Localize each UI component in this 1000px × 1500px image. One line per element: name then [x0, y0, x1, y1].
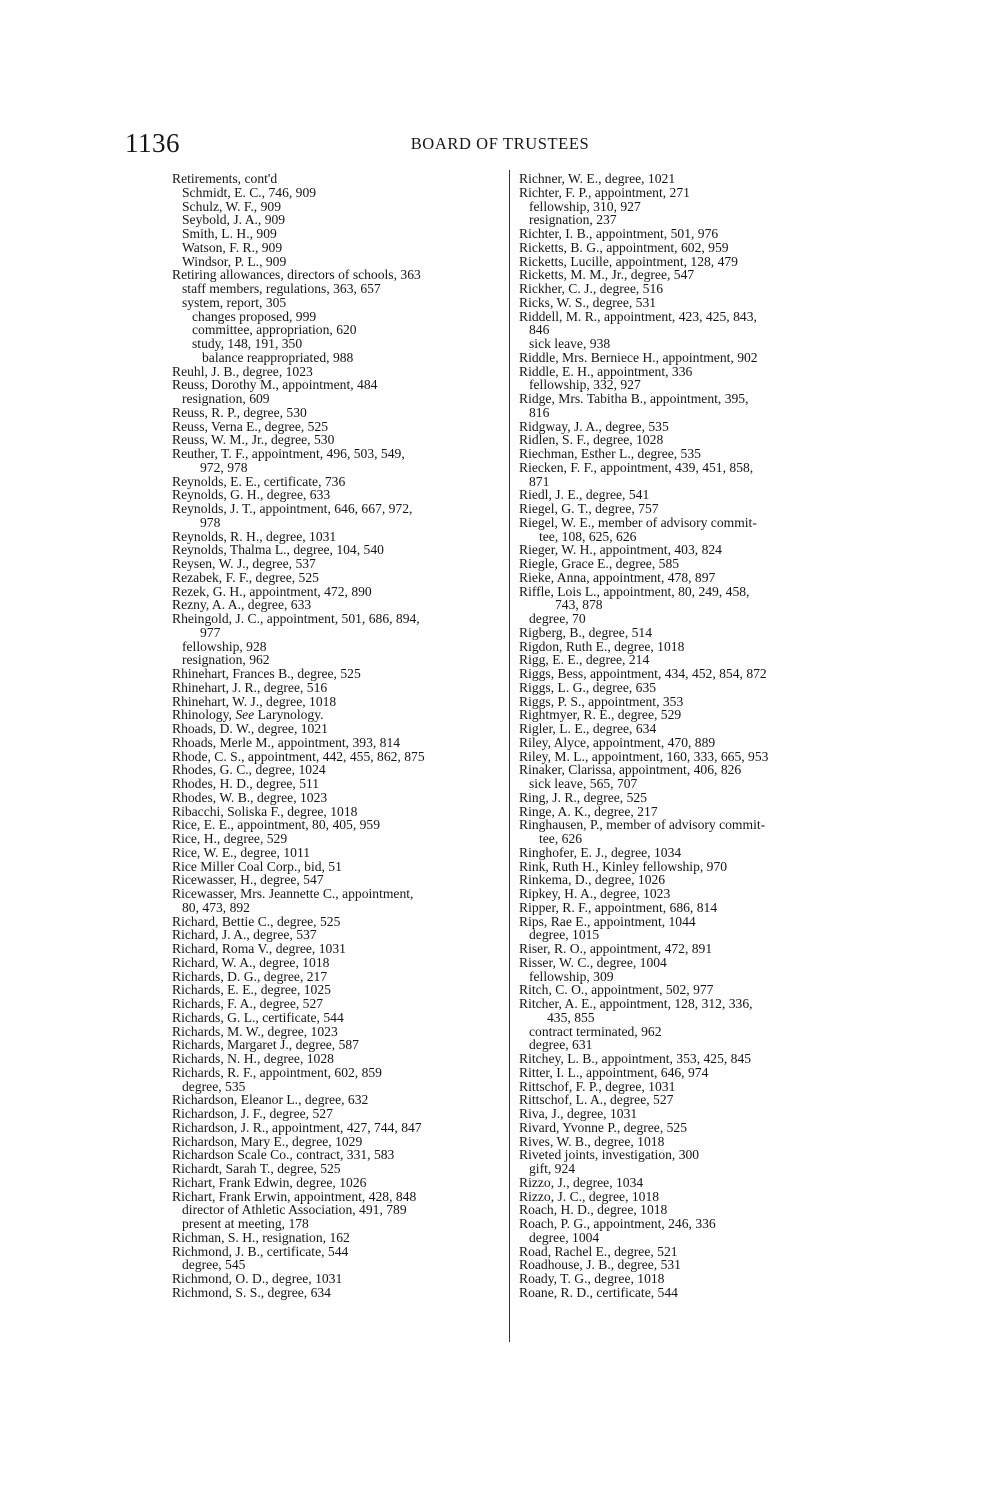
index-entry: study, 148, 191, 350 — [192, 336, 303, 351]
index-entry: 846 — [529, 322, 550, 338]
index-entry: Richards, Margaret J., degree, 587 — [172, 1037, 359, 1053]
index-entry: Richmond, S. S., degree, 634 — [172, 1284, 331, 1300]
index-entry: Rezek, G. H., appointment, 472, 890 — [172, 583, 372, 599]
index-entry: Rhodes, G. C., degree, 1024 — [172, 762, 326, 778]
index-entry: Reysen, W. J., degree, 537 — [172, 556, 316, 571]
index-entry: Richard, Bettie C., degree, 525 — [172, 913, 341, 929]
index-entry: committee, appropriation, 620 — [192, 322, 357, 338]
index-entry: Rizzo, J. C., degree, 1018 — [519, 1188, 660, 1204]
index-entry: staff members, regulations, 363, 657 — [182, 281, 381, 296]
index-entry: tee, 626 — [539, 831, 583, 846]
index-entry: degree, 545 — [182, 1257, 246, 1273]
index-entry: present at meeting, 178 — [182, 1216, 309, 1231]
index-column-right — [519, 172, 861, 1300]
index-entry: sick leave, 938 — [529, 336, 611, 351]
index-entry: 871 — [529, 473, 550, 489]
index-entry: Richards, M. W., degree, 1023 — [172, 1023, 338, 1039]
index-entry: Reynolds, R. H., degree, 1031 — [172, 528, 337, 544]
index-entry: director of Athletic Association, 491, 789 — [182, 1202, 407, 1218]
index-entry: degree, 535 — [182, 1078, 246, 1094]
index-entry: Riechman, Esther L., degree, 535 — [519, 446, 701, 461]
index-entry: 743, 878 — [555, 597, 603, 613]
index-entry: Riley, M. L., appointment, 160, 333, 665, 953 — [519, 748, 769, 764]
index-entry: Ripkey, H. A., degree, 1023 — [519, 886, 671, 901]
index-entry: Richard, W. A., degree, 1018 — [172, 954, 330, 970]
index-entry: Smith, L. H., 909 — [182, 226, 277, 241]
index-entry: Riddell, M. R., appointment, 423, 425, 843, — [519, 308, 757, 324]
index-entry: Riveted joints, investigation, 300 — [519, 1147, 700, 1163]
index-entry: Road, Rachel E., degree, 521 — [519, 1243, 678, 1259]
index-entry: Riggs, Bess, appointment, 434, 452, 854, 872 — [519, 666, 767, 681]
index-entry: Rezny, A. A., degree, 633 — [172, 597, 312, 613]
index-entry: system, report, 305 — [182, 294, 287, 310]
index-column-left — [172, 172, 504, 1300]
index-entry: Ricketts, Lucille, appointment, 128, 479 — [519, 253, 738, 269]
index-entry: Schulz, W. F., 909 — [182, 198, 281, 214]
index-entry: 972, 978 — [200, 459, 248, 475]
index-entry: Richards, R. F., appointment, 602, 859 — [172, 1064, 382, 1080]
index-entry: Rizzo, J., degree, 1034 — [519, 1174, 644, 1190]
index-entry: Ring, J. R., degree, 525 — [519, 789, 647, 805]
index-entry: Richards, D. G., degree, 217 — [172, 968, 328, 984]
index-entry: fellowship, 332, 927 — [529, 377, 641, 393]
index-entry: Rieke, Anna, appointment, 478, 897 — [519, 569, 716, 585]
index-entry: Richart, Frank Edwin, degree, 1026 — [172, 1174, 367, 1190]
index-entry: Rinaker, Clarissa, appointment, 406, 826 — [519, 762, 742, 778]
index-entry: Windsor, P. L., 909 — [182, 253, 287, 269]
index-entry: resignation, 609 — [182, 391, 270, 406]
index-entry: Rivard, Yvonne P., degree, 525 — [519, 1119, 688, 1135]
index-entry: 435, 855 — [547, 1009, 595, 1025]
index-entry: Riffle, Lois L., appointment, 80, 249, 458, — [519, 583, 750, 599]
index-entry: Rittschof, L. A., degree, 527 — [519, 1092, 674, 1108]
index-entry: Ricketts, B. G., appointment, 602, 959 — [519, 239, 729, 255]
index-entry: Riecken, F. F., appointment, 439, 451, 858, — [519, 459, 754, 475]
index-entry: Watson, F. R., 909 — [182, 239, 283, 255]
index-entry: Schmidt, E. C., 746, 909 — [182, 184, 317, 200]
index-entry: Ringhausen, P., member of advisory commit- — [519, 817, 766, 833]
index-entry: Richart, Frank Erwin, appointment, 428, 848 — [172, 1188, 417, 1204]
index-entry: degree, 1004 — [529, 1229, 600, 1245]
index-entry: Rheingold, J. C., appointment, 501, 686, 894, — [172, 611, 420, 626]
index-entry: Ricewasser, Mrs. Jeannette C., appointment, — [172, 886, 414, 901]
index-entry: Riegel, G. T., degree, 757 — [519, 501, 659, 516]
index-entry: Retirements, cont'd — [172, 171, 278, 186]
index-entry: Rhinehart, J. R., degree, 516 — [172, 679, 328, 695]
index-entry: Rhinehart, Frances B., degree, 525 — [172, 666, 361, 681]
index-entry: 816 — [529, 404, 550, 420]
index-entry: Riser, R. O., appointment, 472, 891 — [519, 941, 713, 956]
index-entry: Richards, G. L., certificate, 544 — [172, 1009, 344, 1025]
index-entry: 978 — [200, 514, 221, 530]
index-entry: Richards, F. A., degree, 527 — [172, 996, 324, 1011]
index-entry: Reynolds, Thalma L., degree, 104, 540 — [172, 542, 384, 558]
index-entry: Ribacchi, Soliska F., degree, 1018 — [172, 803, 358, 819]
index-entry: Ricks, W. S., degree, 531 — [519, 294, 657, 310]
index-entry: Rink, Ruth H., Kinley fellowship, 970 — [519, 858, 728, 874]
index-entry: Riegle, Grace E., degree, 585 — [519, 556, 680, 571]
index-entry: Reuss, Verna E., degree, 525 — [172, 418, 329, 434]
index-entry: Ritcher, A. E., appointment, 128, 312, 336, — [519, 996, 753, 1011]
index-entry: Ridge, Mrs. Tabitha B., appointment, 395, — [519, 391, 749, 406]
index-entry: Richardson, Mary E., degree, 1029 — [172, 1133, 363, 1149]
index-entry: Ripper, R. F., appointment, 686, 814 — [519, 899, 718, 915]
index-entry: resignation, 962 — [182, 652, 270, 668]
index-entry: Riddle, Mrs. Berniece H., appointment, 902 — [519, 349, 758, 365]
index-entry: Rhodes, H. D., degree, 511 — [172, 776, 320, 791]
index-entry: gift, 924 — [529, 1161, 576, 1176]
index-entry: Reuhl, J. B., degree, 1023 — [172, 363, 313, 379]
index-entry: Ringe, A. K., degree, 217 — [519, 803, 658, 819]
index-entry: degree, 1015 — [529, 927, 600, 943]
index-entry: Richter, F. P., appointment, 271 — [519, 184, 690, 200]
index-entry: Richter, I. B., appointment, 501, 976 — [519, 226, 719, 241]
index-entry: Roane, R. D., certificate, 544 — [519, 1284, 678, 1300]
index-entry: Richardson Scale Co., contract, 331, 583 — [172, 1147, 395, 1163]
index-entry: fellowship, 928 — [182, 638, 267, 654]
index-entry: Rigdon, Ruth E., degree, 1018 — [519, 638, 685, 654]
index-entry: Richner, W. E., degree, 1021 — [519, 171, 676, 186]
column-divider — [509, 170, 510, 1342]
index-entry: Richmond, J. B., certificate, 544 — [172, 1243, 349, 1259]
index-entry: Rezabek, F. F., degree, 525 — [172, 569, 319, 585]
index-entry: degree, 631 — [529, 1037, 593, 1053]
page-number: 1136 — [125, 128, 180, 158]
index-entry: Riegel, W. E., member of advisory commit- — [519, 514, 757, 530]
index-entry: Rhoads, D. W., degree, 1021 — [172, 721, 328, 736]
index-entry: Rinkema, D., degree, 1026 — [519, 872, 666, 888]
index-entry: 80, 473, 892 — [182, 899, 250, 915]
index-entry: fellowship, 310, 927 — [529, 198, 641, 214]
index-entry: degree, 70 — [529, 611, 586, 626]
index-entry: Rhodes, W. B., degree, 1023 — [172, 789, 328, 805]
index-entry: Richardson, Eleanor L., degree, 632 — [172, 1092, 369, 1108]
index-entry: contract terminated, 962 — [529, 1023, 662, 1039]
index-entry: Ritch, C. O., appointment, 502, 977 — [519, 982, 714, 998]
index-entry: Richmond, O. D., degree, 1031 — [172, 1271, 343, 1286]
index-entry: Reuss, Dorothy M., appointment, 484 — [172, 377, 378, 393]
index-entry: Ridgway, J. A., degree, 535 — [519, 418, 669, 434]
index-entry: Rigberg, B., degree, 514 — [519, 624, 653, 640]
index-entry: Riggs, L. G., degree, 635 — [519, 679, 657, 695]
index-entry: Rives, W. B., degree, 1018 — [519, 1133, 665, 1149]
index-entry: Riva, J., degree, 1031 — [519, 1106, 638, 1121]
index-entry: Richard, Roma V., degree, 1031 — [172, 941, 346, 956]
index-entry: Reynolds, G. H., degree, 633 — [172, 487, 331, 503]
running-title: BOARD OF TRUSTEES — [410, 134, 590, 153]
index-entry: Ritter, I. L., appointment, 646, 974 — [519, 1064, 709, 1080]
index-entry: Rieger, W. H., appointment, 403, 824 — [519, 542, 722, 558]
index-entry: Seybold, J. A., 909 — [182, 212, 286, 228]
index-entry: Richards, E. E., degree, 1025 — [172, 982, 331, 998]
index-entry: balance reappropriated, 988 — [202, 349, 354, 365]
index-entry: Rittschof, F. P., degree, 1031 — [519, 1078, 676, 1094]
index-entry: Richman, S. H., resignation, 162 — [172, 1229, 350, 1245]
index-entry: Reynolds, E. E., certificate, 736 — [172, 473, 346, 489]
index-entry: Rice, H., degree, 529 — [172, 831, 288, 846]
index-entry: Rhode, C. S., appointment, 442, 455, 862, 875 — [172, 748, 425, 764]
index-entry: Richards, N. H., degree, 1028 — [172, 1051, 334, 1066]
index-entry: fellowship, 309 — [529, 968, 614, 984]
index-entry: Reynolds, J. T., appointment, 646, 667, 972, — [172, 501, 413, 516]
index-entry: Rhinehart, W. J., degree, 1018 — [172, 693, 337, 709]
index-entry: Rigler, L. E., degree, 634 — [519, 721, 657, 736]
index-entry: Retiring allowances, directors of schools, 363 — [172, 267, 421, 283]
index-entry: Riggs, P. S., appointment, 353 — [519, 693, 684, 709]
index-entry: Rickher, C. J., degree, 516 — [519, 281, 664, 296]
index-entry: Rigg, E. E., degree, 214 — [519, 652, 650, 668]
index-entry: Ricewasser, H., degree, 547 — [172, 872, 324, 888]
index-entry: Richardt, Sarah T., degree, 525 — [172, 1161, 341, 1176]
index-entry: Roach, H. D., degree, 1018 — [519, 1202, 668, 1218]
index-entry: Risser, W. C., degree, 1004 — [519, 954, 667, 970]
index-entry: Rips, Rae E., appointment, 1044 — [519, 913, 696, 929]
index-entry: Rice Miller Coal Corp., bid, 51 — [172, 858, 342, 874]
page-header — [0, 128, 1000, 158]
index-entry: Riedl, J. E., degree, 541 — [519, 487, 650, 503]
index-entry: Ridlen, S. F., degree, 1028 — [519, 432, 664, 448]
index-entry: Rightmyer, R. E., degree, 529 — [519, 707, 682, 723]
index-entry: Rhoads, Merle M., appointment, 393, 814 — [172, 734, 401, 750]
index-entry: Rice, E. E., appointment, 80, 405, 959 — [172, 817, 381, 833]
index-entry: Ritchey, L. B., appointment, 353, 425, 845 — [519, 1051, 752, 1066]
index-entry: Ricketts, M. M., Jr., degree, 547 — [519, 267, 695, 283]
index-entry: sick leave, 565, 707 — [529, 776, 638, 791]
index-entry: 977 — [200, 624, 221, 640]
index-entry: Richardson, J. F., degree, 527 — [172, 1106, 333, 1121]
index-entry: Riley, Alyce, appointment, 470, 889 — [519, 734, 716, 750]
index-entry: Roady, T. G., degree, 1018 — [519, 1271, 665, 1286]
index-entry: changes proposed, 999 — [192, 308, 317, 324]
index-entry: Richard, J. A., degree, 537 — [172, 927, 317, 943]
index-entry: Reuther, T. F., appointment, 496, 503, 549, — [172, 446, 405, 461]
index-entry: tee, 108, 625, 626 — [539, 528, 637, 544]
index-entry: Richardson, J. R., appointment, 427, 744, 847 — [172, 1119, 422, 1135]
index-entry: Roach, P. G., appointment, 246, 336 — [519, 1216, 716, 1231]
index-entry: Riddle, E. H., appointment, 336 — [519, 363, 693, 379]
index-entry: Ringhofer, E. J., degree, 1034 — [519, 844, 682, 860]
index-entry: Rhinology, See Larynology. — [172, 707, 324, 723]
index-entry: Rice, W. E., degree, 1011 — [172, 844, 311, 860]
index-entry: resignation, 237 — [529, 212, 617, 228]
index-entry: Roadhouse, J. B., degree, 531 — [519, 1257, 681, 1273]
index-entry: Reuss, W. M., Jr., degree, 530 — [172, 432, 335, 448]
index-entry: Reuss, R. P., degree, 530 — [172, 404, 307, 420]
